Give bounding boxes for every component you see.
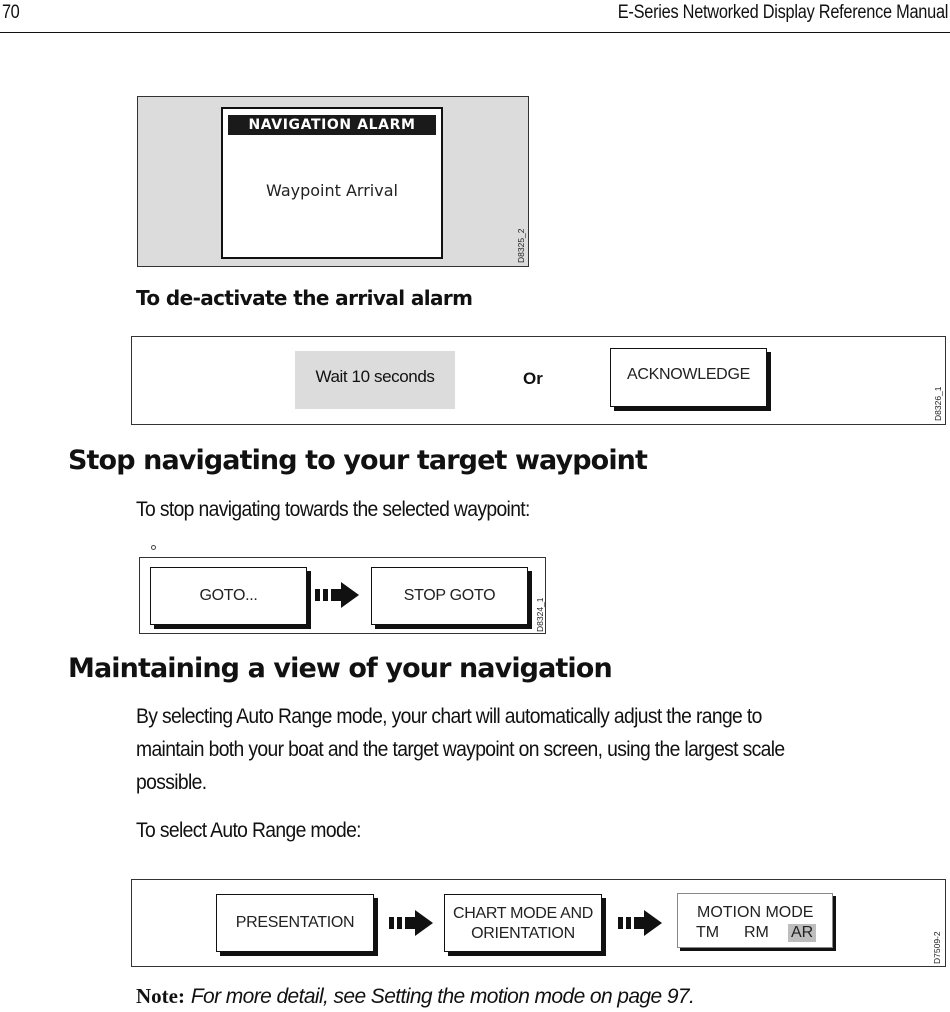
motion-mode-title: MOTION MODE (697, 904, 814, 921)
wait-label: Wait 10 seconds (315, 367, 435, 386)
decorative-dot (151, 545, 156, 550)
paragraph-line: By selecting Auto Range mode, your chart will automatically adjust the range to (136, 705, 762, 728)
deactivate-alarm-figure (131, 336, 946, 425)
acknowledge-button[interactable] (610, 348, 767, 407)
deactivate-subheading: To de-activate the arrival alarm (136, 286, 473, 310)
note (136, 984, 694, 1009)
chart-mode-label-line2: ORIENTATION (471, 925, 575, 942)
alarm-dialog-title: NAVIGATION ALARM (228, 115, 436, 135)
motion-option-tm[interactable]: TM (696, 924, 720, 941)
auto-range-intro: To select Auto Range mode: (136, 819, 361, 842)
figure-code: D8325_2 (516, 228, 526, 263)
alarm-message: Waypoint Arrival (266, 181, 398, 200)
stop-navigating-heading: Stop navigating to your target waypoint (68, 445, 648, 476)
maintaining-view-heading: Maintaining a view of your navigation (68, 653, 612, 684)
chart-mode-label-line1: CHART MODE AND (452, 905, 594, 922)
note-text: For more detail, see Setting the motion mode on page 97. (190, 985, 695, 1008)
wait-10-seconds-box (295, 351, 455, 409)
stop-goto-label: STOP GOTO (403, 587, 496, 604)
goto-label: GOTO... (199, 587, 258, 604)
page-header (0, 0, 950, 33)
arrow-right-icon (618, 908, 664, 938)
stop-goto-button[interactable] (371, 567, 528, 625)
stop-intro-text: To stop navigating towards the selected waypoint: (136, 498, 530, 521)
maintain-paragraph (136, 700, 785, 799)
acknowledge-label: ACKNOWLEDGE (627, 366, 750, 383)
motion-option-rm[interactable]: RM (744, 924, 769, 941)
motion-mode-button[interactable] (677, 893, 833, 948)
navigation-alarm-figure (137, 96, 529, 267)
paragraph-line: possible. (136, 771, 207, 794)
figure-code: D8326_1 (933, 386, 943, 421)
stop-goto-figure (139, 557, 546, 634)
goto-button[interactable] (150, 567, 307, 625)
motion-option-ar-selected[interactable]: AR (788, 924, 816, 942)
figure-code: D8324_1 (535, 597, 545, 632)
arrow-right-icon (315, 580, 361, 610)
arrow-right-icon (389, 908, 435, 938)
chart-mode-orientation-button[interactable] (444, 894, 602, 952)
figure-code: D7509-2 (932, 931, 942, 964)
presentation-label: PRESENTATION (235, 914, 355, 931)
page-number: 70 (2, 2, 20, 23)
paragraph-line: maintain both your boat and the target waypoint on screen, using the largest scale (136, 738, 785, 761)
auto-range-figure (131, 879, 946, 967)
presentation-button[interactable] (216, 894, 374, 952)
or-label: Or (523, 369, 543, 388)
note-label: Note: (136, 984, 185, 1008)
manual-title: E-Series Networked Display Reference Manual (617, 2, 948, 23)
navigation-alarm-dialog (221, 107, 443, 259)
